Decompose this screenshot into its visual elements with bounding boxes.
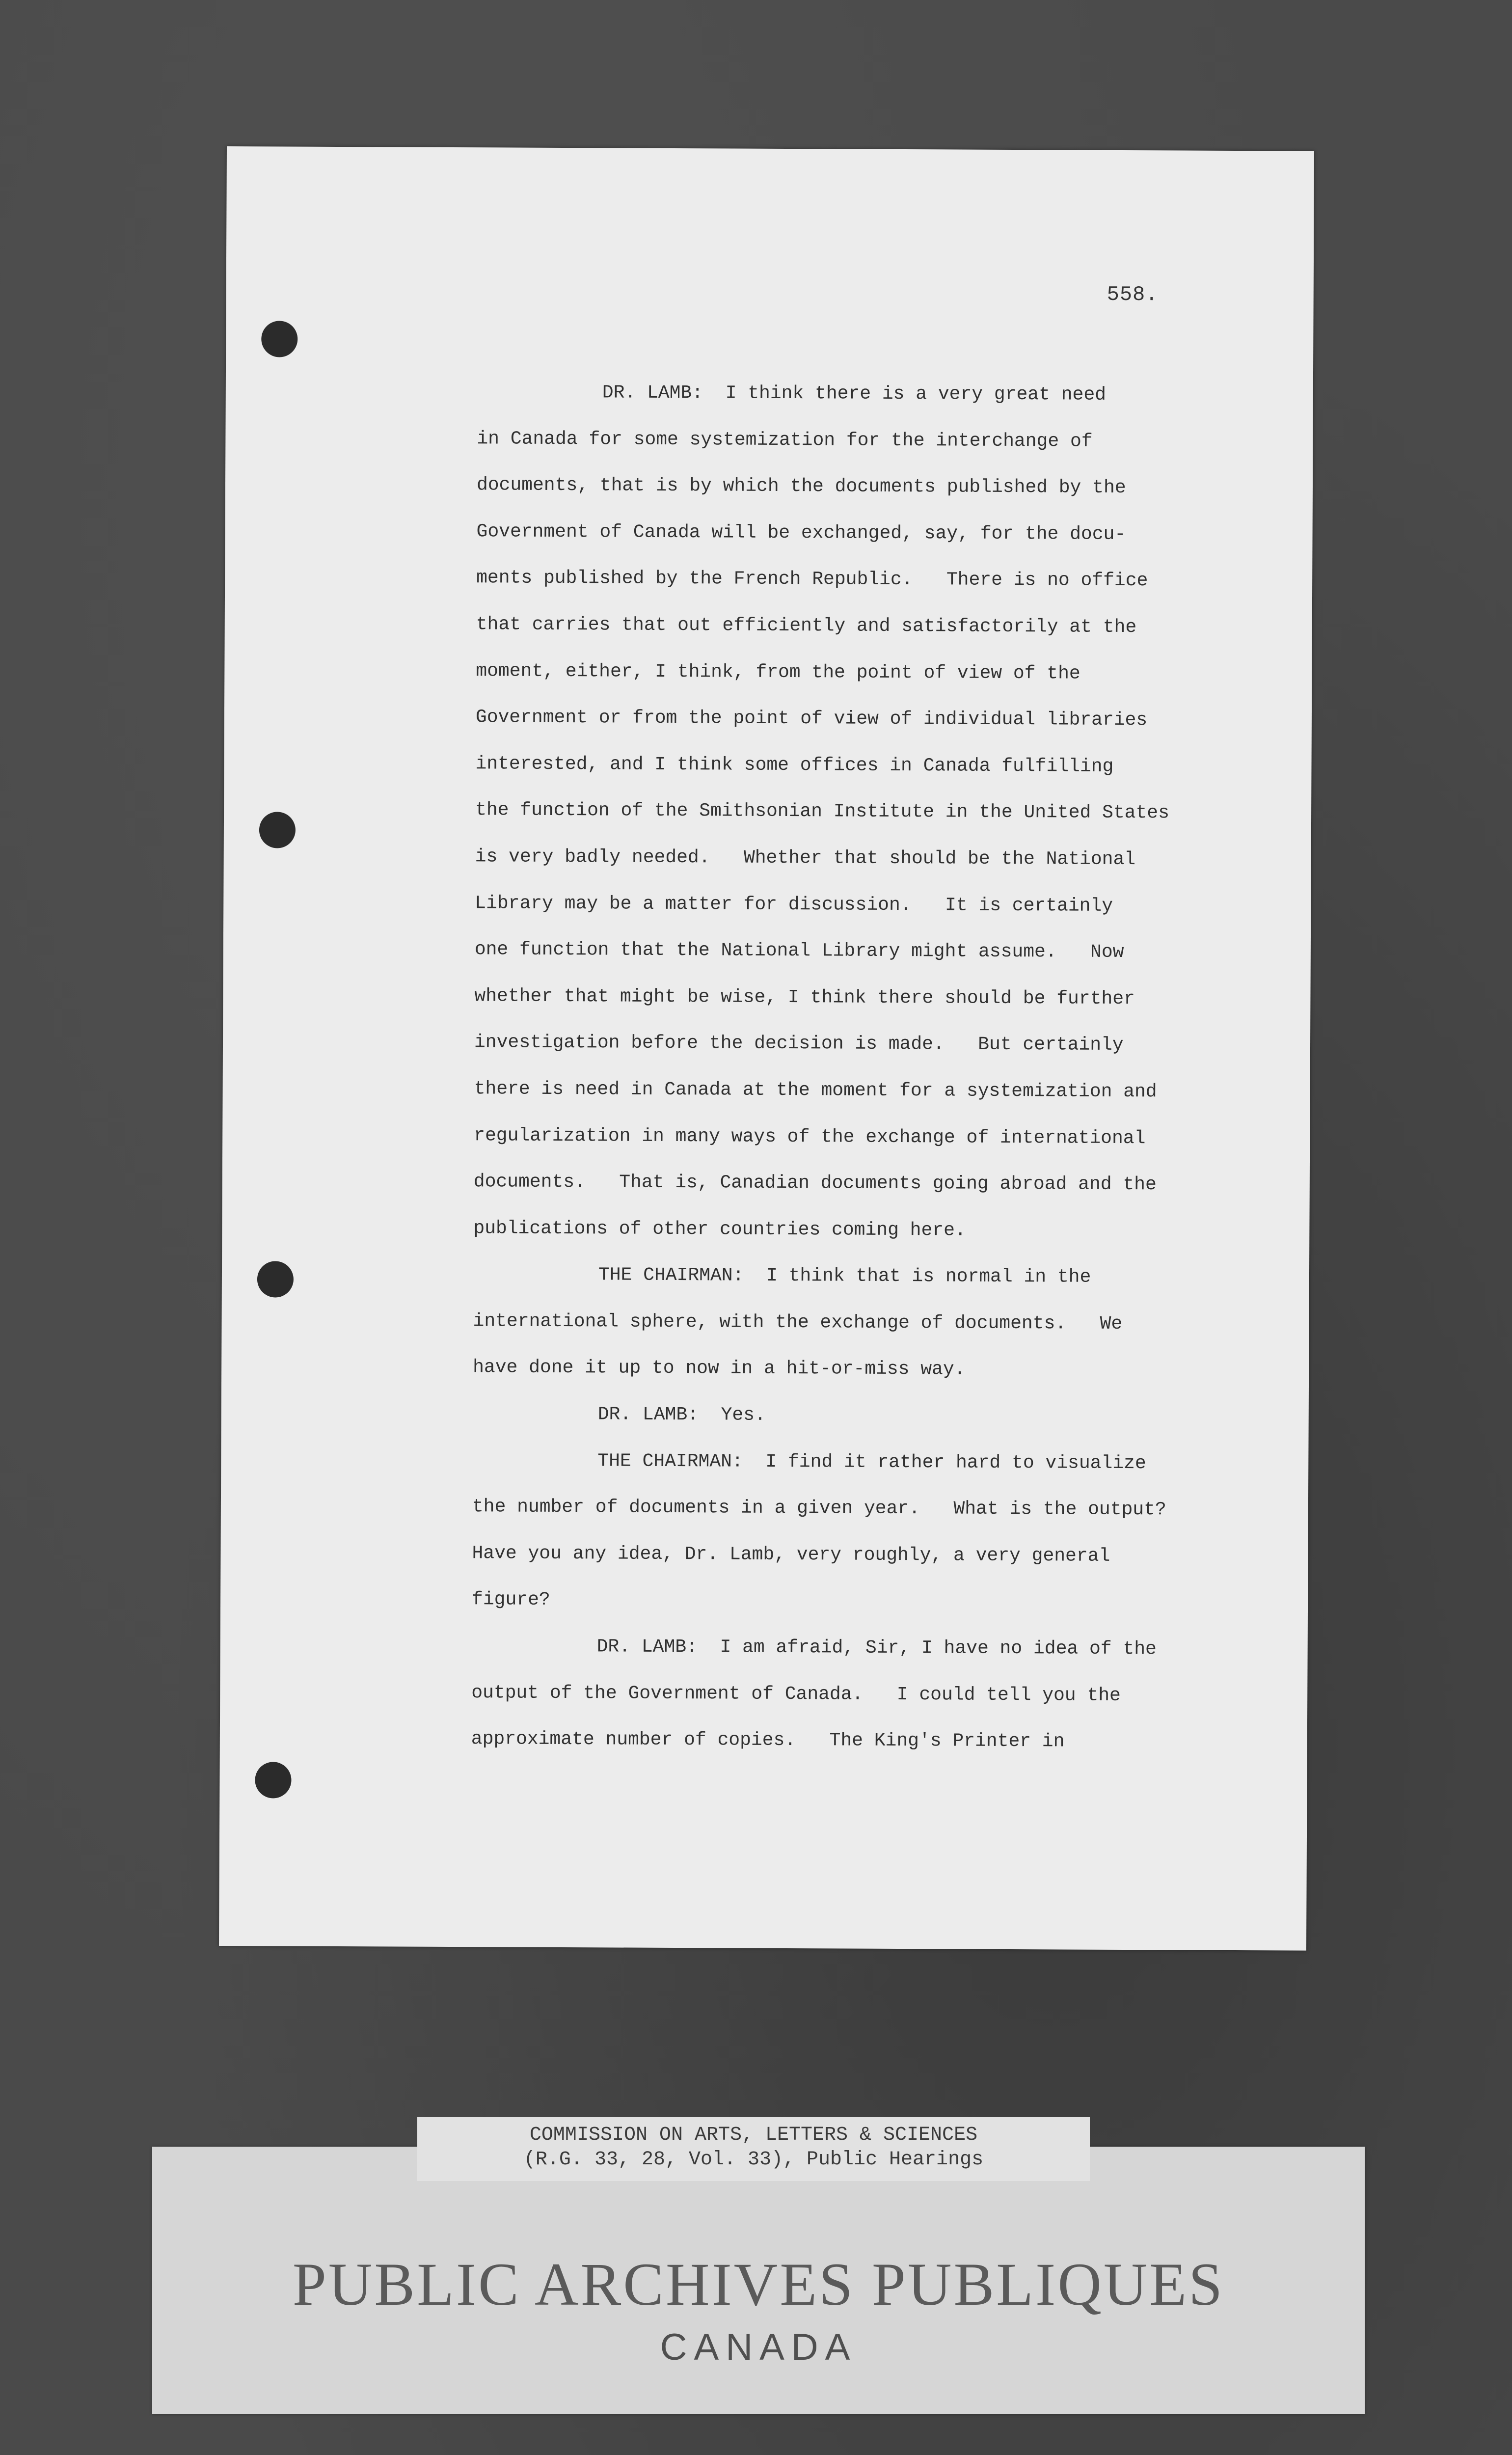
transcript-line: Library may be a matter for discussion. It is certainly	[475, 892, 1113, 917]
punch-hole-1	[261, 321, 297, 357]
transcript-line: in Canada for some systemization for the interchange of	[477, 428, 1093, 452]
transcript-line: that carries that out efficiently and satisfactorily at the	[476, 614, 1137, 638]
punch-hole-2	[259, 812, 296, 848]
transcript-line: there is need in Canada at the moment for a systemization and	[474, 1078, 1157, 1103]
transcript-line: approximate number of copies. The King's Printer in	[471, 1728, 1065, 1752]
punch-hole-4	[255, 1762, 291, 1798]
transcript-line: figure?	[471, 1589, 550, 1611]
archive-reference-label	[417, 2117, 1090, 2181]
transcript-line: have done it up to now in a hit-or-miss way.	[473, 1357, 966, 1381]
punch-hole-3	[257, 1261, 294, 1297]
transcript-line: documents. That is, Canadian documents going abroad and the	[473, 1171, 1157, 1196]
transcript-line: publications of other countries coming here.	[473, 1217, 966, 1241]
document-page	[219, 146, 1314, 1951]
transcript-line: DR. LAMB: Yes.	[597, 1404, 766, 1426]
transcript-line: is very badly needed. Whether that should be the National	[475, 846, 1136, 871]
transcript-line: one function that the National Library might assume. Now	[474, 939, 1124, 963]
transcript-line: interested, and I think some offices in Canada fulfilling	[475, 753, 1114, 777]
archive-reference-line-2: (R.G. 33, 28, Vol. 33), Public Hearings	[523, 2149, 984, 2171]
transcript-line: THE CHAIRMAN: I think that is normal in the	[598, 1264, 1091, 1288]
transcript-body	[471, 369, 1223, 1766]
transcript-line: investigation before the decision is made. But certainly	[474, 1032, 1124, 1056]
transcript-line: ments published by the French Republic. There is no office	[476, 567, 1148, 592]
archives-stamp-title: PUBLIC ARCHIVES PUBLIQUES	[292, 2251, 1225, 2318]
transcript-line: Government of Canada will be exchanged, say, for the docu-	[476, 521, 1126, 545]
transcript-line: international sphere, with the exchange of documents. We	[473, 1310, 1123, 1335]
transcript-line: output of the Government of Canada. I could tell you the	[471, 1682, 1121, 1706]
page-number: 558.	[1107, 282, 1159, 307]
transcript-line: DR. LAMB: I think there is a very great need	[602, 382, 1107, 406]
transcript-line: DR. LAMB: I am afraid, Sir, I have no idea of the	[596, 1636, 1157, 1660]
archive-reference-line-1: COMMISSION ON ARTS, LETTERS & SCIENCES	[529, 2124, 978, 2146]
transcript-line: whether that might be wise, I think there should be further	[474, 985, 1135, 1009]
archives-stamp-card	[152, 2147, 1365, 2414]
transcript-line: Have you any idea, Dr. Lamb, very roughly, a very general	[472, 1543, 1110, 1567]
transcript-line: THE CHAIRMAN: I find it rather hard to visualize	[597, 1450, 1146, 1474]
transcript-line: documents, that is by which the documents published by the	[476, 474, 1126, 499]
transcript-line: the number of documents in a given year. What is the output?	[472, 1496, 1166, 1521]
transcript-line: regularization in many ways of the exchange of international	[474, 1124, 1146, 1149]
transcript-line: moment, either, I think, from the point of view of the	[476, 660, 1080, 684]
transcript-line: Government or from the point of view of individual libraries	[475, 707, 1148, 731]
transcript-line: the function of the Smithsonian Institute in the United States	[475, 799, 1170, 824]
archives-stamp-subtitle: CANADA	[660, 2326, 857, 2368]
